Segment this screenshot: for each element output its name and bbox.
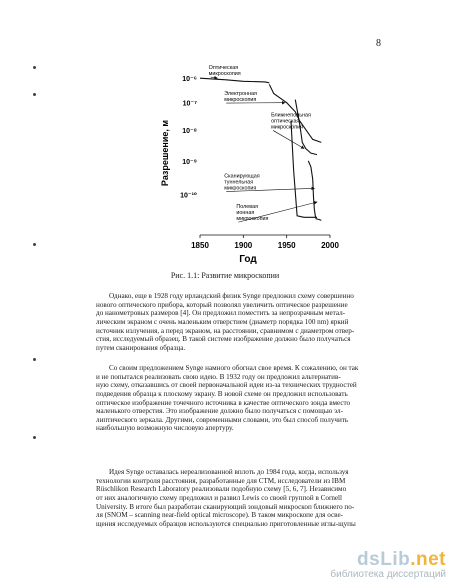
annotation-line: Ближнепольная — [271, 112, 311, 119]
text-line: источник излучения, а перед экраном, на расстоянии, сравнимом с диаметром отвер- — [96, 326, 355, 335]
y-tick-label: 10⁻⁹ — [182, 158, 197, 166]
figure-caption: Рис. 1.1: Развитие микроскопии — [170, 271, 280, 280]
site-watermark — [330, 549, 446, 580]
text-line: маленького отверстия. Это изображение должно было получаться с помощью эл- — [96, 407, 343, 416]
y-tick-label: 10⁻⁸ — [182, 128, 197, 136]
text-line: Идея Synge оставалась нереализованной вплоть до 1984 года, когда, используя — [109, 468, 349, 476]
resolution-chart — [160, 58, 340, 268]
paragraph — [96, 292, 390, 352]
text-line: Rüschlikon Research Laboratory реализовали подобную схему [5, 6, 7]. Независимо — [96, 485, 347, 494]
text-line: от них аналогичную схему предложил и развил Lewis со своей группой в Cornell — [96, 493, 343, 502]
annotation-line: оптическая — [271, 118, 300, 125]
annotation-line: Полевая — [236, 204, 259, 211]
text-line: липтического зеркала. Другими, современными словами, это был способ получить — [96, 415, 349, 424]
x-tick-label: 1850 — [191, 241, 209, 250]
paragraph — [96, 468, 390, 528]
annotation-label-1 — [224, 91, 257, 103]
text-line: технологии контроля расстояния, разработанные для СТМ, исследователи из IBM — [96, 476, 346, 485]
y-tick-label: 10⁻¹⁰ — [180, 192, 197, 200]
site-name: dsLib — [357, 549, 411, 570]
text-line: и не попытался реализовать свою идею. В 1932 году он предложил альтернатив- — [96, 372, 341, 381]
annotation-line: микроскопия — [208, 71, 241, 78]
text-line: нового оптического прибора, который позволял увеличить оптическое разрешение — [96, 300, 348, 309]
x-tick-label: 1900 — [234, 241, 253, 250]
text-line: лическим экраном с очень маленьким отверстием (диаметр порядка 100 nm) яркий — [96, 317, 349, 326]
margin-mark — [33, 93, 36, 96]
text-line: Со своим предложением Synge намного обогнал свое время. К сожалению, он так — [109, 364, 359, 372]
annotation-label-4 — [236, 204, 268, 222]
annotation-arrow-0 — [211, 77, 218, 78]
page-number: 8 — [376, 38, 381, 49]
y-tick-label: 10⁻⁶ — [182, 76, 197, 84]
site-tagline: библиотека диссертаций — [330, 569, 446, 580]
annotation-line: микроскопия — [236, 216, 269, 223]
y-tick-label: 10⁻⁷ — [182, 100, 197, 108]
text-line: стия, исследуемый образец. В такой системе изображение должно было получаться — [96, 335, 351, 344]
series-line-3 — [308, 161, 321, 221]
x-axis-label: Год — [239, 254, 257, 265]
text-line: Однако, еще в 1928 году ирландский физик Synge предложил схему совершенно — [109, 292, 354, 300]
annotation-label-0 — [209, 65, 241, 77]
margin-mark — [33, 66, 36, 69]
text-line: щения исследуемых образцов используются специально приготовленные иглы-щупы — [96, 519, 356, 528]
site-logo — [330, 549, 446, 571]
annotation-line: ионная — [236, 210, 255, 217]
x-tick-label: 2000 — [321, 241, 339, 250]
annotation-line: микроскопия — [224, 185, 257, 192]
text-line: University. В итоге был разработан сканирующий зондовый микроскоп ближнего по- — [96, 502, 355, 511]
text-line: наибольшую возможную числовую апертуру. — [96, 424, 234, 433]
margin-mark — [33, 358, 36, 361]
text-line: ную схему, отказавшись от своей первоначальной идеи из-за технических трудностей — [96, 381, 357, 390]
y-axis-label: Разрешение, м — [160, 119, 170, 187]
annotation-line: микроскопия — [224, 97, 257, 104]
paragraph — [96, 364, 390, 433]
site-domain: .net — [410, 549, 446, 570]
annotation-line: Сканирующая — [224, 173, 260, 180]
annotation-label-3 — [224, 174, 259, 192]
annotation-line: туннельная — [224, 179, 254, 186]
x-tick-label: 1950 — [277, 241, 296, 250]
annotation-line: Электронная — [224, 91, 257, 98]
text-line: ля (SNOM – scanning near-field optical microscope). В таком микроскопе для осве- — [96, 511, 344, 520]
series-line-0 — [200, 78, 269, 83]
annotation-line: Оптическая — [208, 65, 239, 72]
text-line: подведения образца к плоскому экрану. В новой схеме он предложил использовать — [96, 389, 348, 398]
text-line: до нанометровых размеров [4]. Он предложил поместить за непрозрачным метал- — [96, 309, 346, 318]
margin-mark — [33, 243, 36, 246]
margin-mark — [33, 436, 36, 439]
text-line: оптическое изображение точечного источника в качестве оптического зонда вместо — [96, 398, 351, 407]
annotation-arrow-2 — [273, 130, 304, 148]
text-line: путем сканирования образца. — [96, 343, 186, 352]
annotation-line: микроскопия — [271, 124, 304, 131]
